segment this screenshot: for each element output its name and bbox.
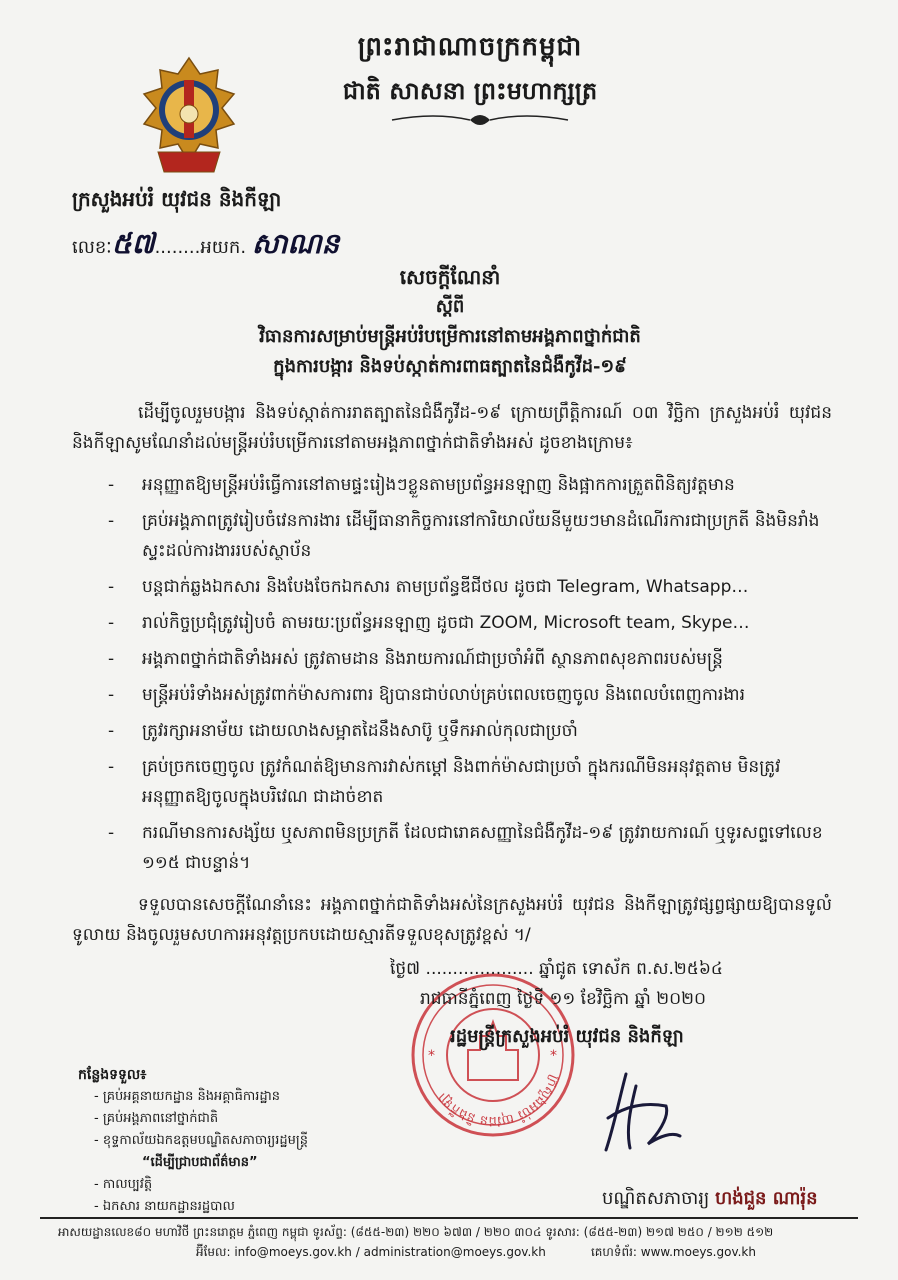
- list-item: - ករណីមានការសង្ស័យ ឬសភាពមិនប្រក្រតី ដែលជារោគសញ្ញានៃជំងឺកូវីដ-១៩ ត្រូវរាយការណ៍ ឬទូរសព្ទទៅលេខ ១១៥ ជាបន្ទាន់។: [108, 823, 823, 873]
- solar-date: រាជធានីភ្នំពេញ ថ្ងៃទី ១១ ខែវិច្ឆិកា ឆ្នាំ ២០២០: [420, 989, 707, 1009]
- kingdom-header: [300, 30, 640, 111]
- national-motto: ជាតិ សាសនា ព្រះមហាក្សត្រ: [342, 76, 598, 105]
- list-item: - បន្តជាក់ឆ្លងឯកសារ និងបែងចែកឯកសារ តាមប្រព័ន្ធឌីជីថល ដូចជា Telegram, Whatsapp…: [108, 577, 749, 597]
- document-title: [120, 262, 780, 382]
- recipient-item: - កាលប្បវត្តិ: [94, 1177, 153, 1192]
- ref-dots: ........: [154, 237, 201, 258]
- list-item: - រាល់កិច្ចប្រជុំត្រូវរៀបចំ តាមរយៈប្រព័ន្ធអនឡាញ ដូចជា ZOOM, Microsoft team, Skype…: [108, 613, 750, 633]
- closing-paragraph: ទទួលបានសេចក្តីណែនាំនេះ អង្គភាពថ្នាក់ជាតិទាំងអស់នៃក្រសួងអប់រំ យុវជន និងកីឡាត្រូវផ្សព្វផ្សាយឱ្យបានទូលំទូលាយ និងចូលរួមសហការអនុវត្តប្រកបដោយស្មារតីទទួលខុសត្រូវខ្ពស់ ។/: [72, 895, 832, 945]
- list-item: - ត្រូវរក្សាអនាម័យ ដោយលាងសម្អាតដៃនឹងសាប៊ូ ឬទឹកអាល់កុលជាប្រចាំ: [108, 721, 578, 741]
- intro-paragraph: ដើម្បីចូលរួមបង្ការ និងទប់ស្កាត់ការរាតត្បាតនៃជំងឺកូវីដ-១៩ ក្រោយព្រឹត្តិការណ៍ ០៣ វិច្ឆិកា ក្រសួងអប់រំ យុវជន និងកីឡាសូមណែនាំដល់មន្ត្រីអប់រំបម្រើការនៅតាមអង្គភាពថ្នាក់ជាតិទាំងអស់ ដូចខាងក្រោម៖: [72, 403, 832, 453]
- ref-code: សាណន: [251, 227, 340, 260]
- ref-number: ៥៧: [111, 227, 155, 260]
- ministry-emblem: [138, 54, 240, 178]
- list-item: - គ្រប់ច្រកចេញចូល ត្រូវកំណត់ឱ្យមានការវាស់កម្ដៅ និងពាក់ម៉ាសជាប្រចាំ ក្នុងករណីមិនអនុវត្តតាម មិនត្រូវអនុញ្ញាតឱ្យចូលក្នុងបរិវេណ ជាដាច់ខាត: [108, 757, 781, 807]
- signer-title: បណ្ឌិតសភាចារ្យ: [602, 1188, 710, 1209]
- footer-contacts: [196, 1244, 756, 1262]
- recipient-item: - គ្រប់អគ្គនាយកដ្ឋាន និងអគ្គាធិការដ្ឋាន: [94, 1089, 280, 1104]
- signer-name: ហង់ជួន ណារ៉ុន: [715, 1188, 818, 1209]
- recipient-item: - ឯកសារ នាយកដ្ឋានរដ្ឋបាល: [94, 1199, 235, 1214]
- recipient-note: “ដើម្បីជ្រាបជាព័ត៌មាន”: [142, 1155, 258, 1170]
- title-line-2: ស្តីពី: [435, 296, 465, 317]
- recipients-block: [78, 1064, 398, 1218]
- kingdom-title: ព្រះរាជាណាចក្រកម្ពុជា: [357, 32, 583, 62]
- list-item: - គ្រប់អង្គភាពត្រូវរៀបចំវេនការងារ ដើម្បីធានាកិច្ចការនៅការិយាល័យនីមួយៗមានដំណើរការជាប្រក្រតី និងមិនរាំងស្ទះដល់ការងាររបស់ស្ថាប័ន: [108, 511, 820, 561]
- ministry-name: ក្រសួងអប់រំ យុវជន និងកីឡា: [72, 187, 282, 211]
- list-item: - អង្គភាពថ្នាក់ជាតិទាំងអស់ ត្រូវតាមដាន និងរាយការណ៍ជាប្រចាំអំពី ស្ថានភាពសុខភាពរបស់មន្ត្រី: [108, 649, 723, 669]
- list-item: - អនុញ្ញាតឱ្យមន្ត្រីអប់រំធ្វើការនៅតាមផ្ទះរៀងៗខ្លួនតាមប្រព័ន្ធអនឡាញ និងផ្អាកការត្រួតពិនិត្យវត្តមាន: [108, 475, 735, 495]
- ref-label: លេខៈ: [72, 237, 112, 258]
- lunar-date: ថ្ងៃ៧ .................... ឆ្នាំជូត ទោស័ក ព.ស.២៥៦៤: [390, 959, 723, 979]
- minister-title: រដ្ឋមន្ត្រីក្រសួងអប់រំ យុវជន និងកីឡា: [450, 1026, 684, 1047]
- footer-address: អាសយដ្ឋានលេខ៨០ មហាវិថី ព្រះនរោត្តម ភ្នំពេញ កម្ពុជា ទូរស័ព្ទ: (៨៥៥-២៣) ២២០ ៦៧៣ / ២២០ ៣០៤ ទូរសារ: (៨៥៥-២៣) ២១៧ ២៥០ / ២១២ ៥១២: [58, 1225, 774, 1239]
- ref-suffix: អយក.: [200, 237, 247, 258]
- recipient-item: - ខុទ្ទកាល័យឯកឧត្តមបណ្ឌិតសភាចារ្យរដ្ឋមន្ត្រី: [94, 1133, 308, 1148]
- footer-divider: [40, 1217, 858, 1219]
- reference-number: [72, 226, 339, 267]
- recipient-item: - គ្រប់អង្គភាពនៅថ្នាក់ជាតិ: [94, 1111, 219, 1126]
- title-line-1: សេចក្តីណែនាំ: [399, 265, 501, 289]
- ornament-divider: [390, 110, 570, 130]
- list-item: - មន្ត្រីអប់រំទាំងអស់ត្រូវពាក់ម៉ាសការពារ ឱ្យបានជាប់លាប់គ្រប់ពេលចេញចូល និងពេលបំពេញការងារ: [108, 685, 745, 705]
- recipients-heading: កន្លែងទទួល៖: [78, 1067, 147, 1083]
- title-line-4: ក្នុងការបង្ការ និងទប់ស្កាត់ការពាធត្បាតនៃជំងឺកូវីដ-១៩: [273, 356, 627, 377]
- signer-block: [602, 1186, 818, 1213]
- handwritten-signature: [596, 1066, 686, 1156]
- guideline-list: [72, 470, 832, 884]
- footer-email: អ៊ីមែល: info@moeys.gov.kh / administration@moeys.gov.kh: [196, 1245, 546, 1259]
- footer-website: គេហទំព័រ: www.moeys.gov.kh: [591, 1245, 756, 1259]
- svg-text:*: *: [550, 1048, 557, 1064]
- svg-text:*: *: [428, 1048, 435, 1064]
- seal-text: ក្រសួងអប់រំ យុវជន និងកីឡា: [434, 1072, 563, 1129]
- title-line-3: វិធានការសម្រាប់មន្ត្រីអប់រំបម្រើការនៅតាមអង្គភាពថ្នាក់ជាតិ: [259, 326, 641, 347]
